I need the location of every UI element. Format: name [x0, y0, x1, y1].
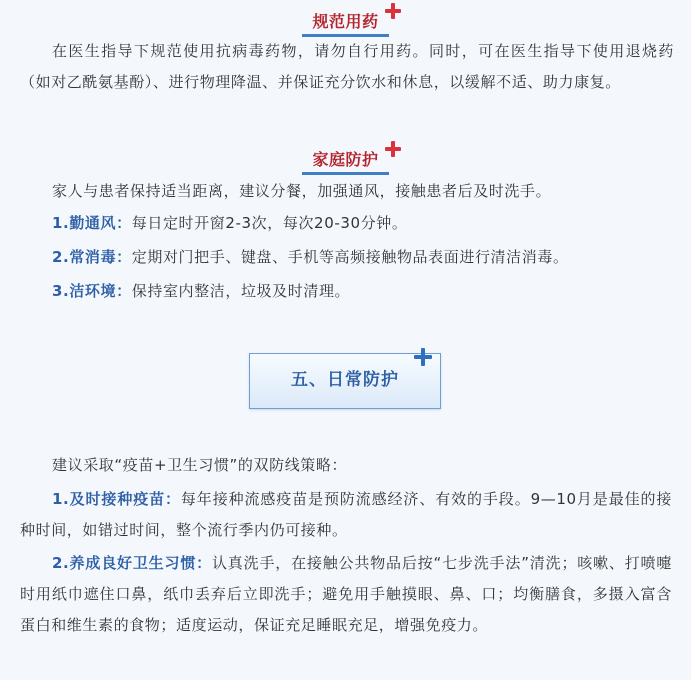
- daily-item-hygiene-text: 认真洗手，在接触公共物品后按“七步洗手法”清洗；咳嗽、打喷嚏时用纸巾遮住口鼻，纸巾丢弃后立即洗手；避免用手触摸眼、鼻、口；均衡膳食，多摄入富含蛋白和维生素的食物；适度运动，保证充足睡眠充足，增强免疫力。: [20, 554, 672, 634]
- plus-icon: [385, 141, 401, 157]
- daily-intro: 建议采取“疫苗+卫生习惯”的双防线策略：: [52, 456, 348, 474]
- medication-paragraph: 在医生指导下规范使用抗病毒药物，请勿自行用药。同时，可在医生指导下使用退烧药（如对乙酰氨基酚）、进行物理降温、并保证充分饮水和休息，以缓解不适、助力康复。: [20, 42, 674, 91]
- home-item-ventilate-text: 每日定时开窗2-3次，每次20-30分钟。: [131, 214, 408, 232]
- home-item-clean-label: 3.洁环境：: [52, 282, 132, 300]
- home-item-clean-text: 保持室内整洁，垃圾及时清理。: [131, 282, 351, 300]
- home-item-disinfect-label: 2.常消毒：: [52, 248, 132, 266]
- daily-item-vaccine: [20, 484, 672, 546]
- home-item-disinfect: [52, 242, 674, 273]
- plus-icon: [385, 3, 401, 19]
- subheading-medication-text: 规范用药: [312, 12, 379, 31]
- daily-item-hygiene-label: 2.养成良好卫生习惯：: [52, 554, 212, 572]
- subheading-medication: [0, 12, 691, 33]
- daily-item-vaccine-label: 1.及时接种疫苗：: [52, 490, 181, 508]
- home-item-ventilate-label: 1.勤通风：: [52, 214, 132, 232]
- home-intro: 家人与患者保持适当距离，建议分餐，加强通风，接触患者后及时洗手。: [52, 182, 552, 200]
- subheading-home-text: 家庭防护: [312, 150, 379, 169]
- plus-icon: [414, 348, 432, 366]
- section-title: 五、日常防护: [291, 370, 399, 390]
- daily-item-vaccine-text: 每年接种流感疫苗是预防流感经济、有效的手段。9—10月是最佳的接种时间，如错过时间，整个流行季内仍可接种。: [20, 490, 672, 539]
- subheading-medication-label: [302, 12, 388, 33]
- home-item-clean: [52, 276, 674, 307]
- section-title-box: [249, 353, 441, 409]
- daily-item-hygiene: [20, 548, 672, 641]
- subheading-home: [0, 150, 691, 171]
- home-item-disinfect-text: 定期对门把手、键盘、手机等高频接触物品表面进行清洁消毒。: [131, 248, 569, 266]
- subheading-home-label: [302, 150, 388, 171]
- home-item-ventilate: [52, 208, 674, 239]
